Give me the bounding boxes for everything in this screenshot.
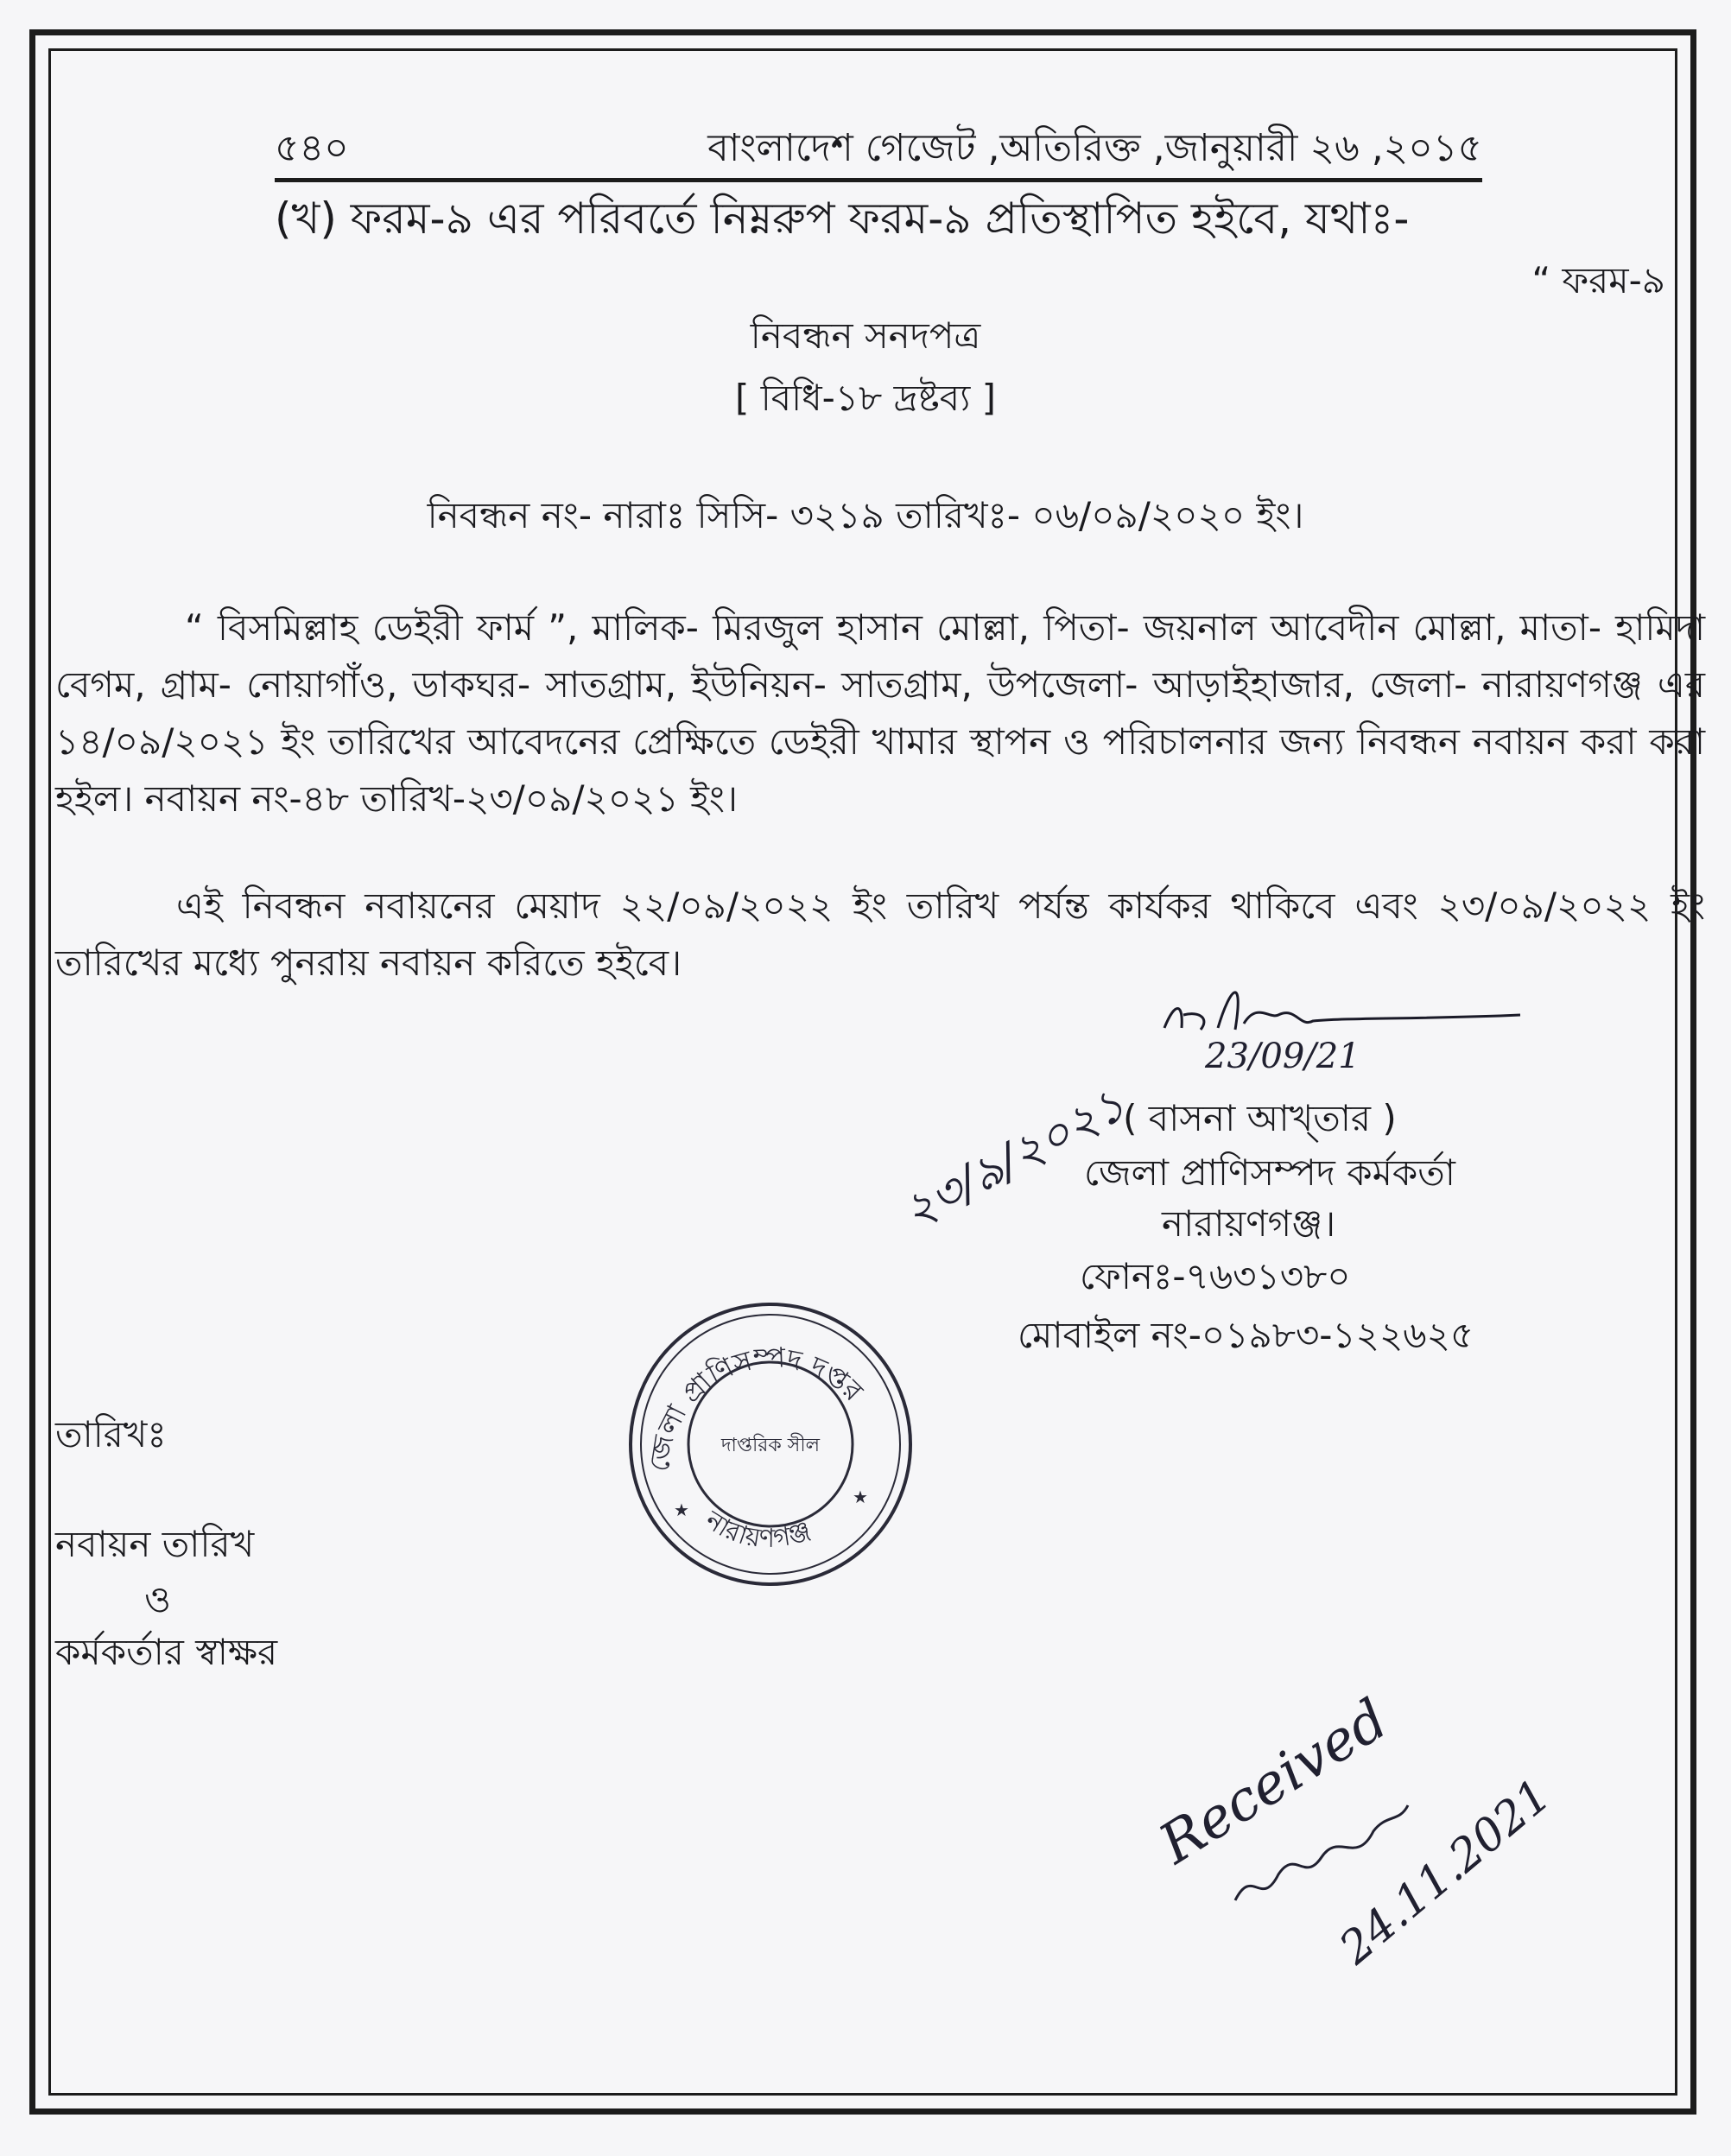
- signatory-mobile: মোবাইল নং-০১৯৮৩-১২২৬২৫: [1018, 1314, 1474, 1356]
- received-label: Received: [1149, 1687, 1399, 1877]
- official-seal: [626, 1300, 915, 1588]
- signatory-name: ( বাসনা আখ্তার ): [1123, 1097, 1397, 1139]
- body-paragraph-2: এই নিবন্ধন নবায়নের মেয়াদ ২২/০৯/২০২২ ইং তারিখ পর্যন্ত কার্যকর থাকিবে এবং ২৩/০৯/২০২২ ইং তারিখের মধ্যে পুনরায় নবায়ন করিতে হইবে।: [55, 885, 1705, 984]
- signature-date: 23/09/21: [1205, 1037, 1360, 1076]
- page-number: ৫৪০: [275, 126, 349, 170]
- signatory-district: নারায়ণগঞ্জ।: [1162, 1202, 1336, 1245]
- seal-star-icon: ★: [853, 1487, 868, 1507]
- signatory-phone: ফোনঃ-৭৬৩১৩৮০: [1080, 1255, 1351, 1297]
- seal-outer-text: জেলা প্রাণিসম্পদ দপ্তর: [642, 1341, 870, 1474]
- seal-bottom-text: নারায়ণগঞ্জ: [700, 1505, 815, 1554]
- gazette-header: [275, 126, 1482, 182]
- rule-reference: [ বিধি-১৮ দ্রষ্টব্য ]: [734, 377, 997, 419]
- certificate-title: নিবন্ধন সনদপত্র: [750, 314, 981, 357]
- seal-inner-text: দাপ্তরিক সীল: [720, 1435, 821, 1456]
- subheading: (খ) ফরম-৯ এর পরিবর্তে নিম্নরুপ ফরম-৯ প্রতিস্থাপিত হইবে, যথাঃ-: [275, 193, 1410, 244]
- seal-star-icon: ★: [674, 1500, 689, 1520]
- gazette-title: বাংলাদেশ গেজেট ,অতিরিক্ত ,জানুয়ারী ২৬ ,২০১৫: [707, 126, 1482, 170]
- renewal-date-label: নবায়ন তারিখ: [55, 1523, 255, 1565]
- body-paragraph-1: “ বিসমিল্লাহ ডেইরী ফার্ম ”, মালিক- মিরজুল হাসান মোল্লা, পিতা- জয়নাল আবেদীন মোল্লা, মাতা- হামিদা বেগম, গ্রাম- নোয়াগাঁও, ডাকঘর- সাতগ্রাম, ইউনিয়ন- সাতগ্রাম, উপজেলা- আড়াইহাজার, জেলা- নারায়ণগঞ্জ এর ১৪/০৯/২০২১ ইং তারিখের আবেদনের প্রেক্ষিতে ডেইরী খামার স্থাপন ও পরিচালনার জন্য নিবন্ধন নবায়ন করা করা হইল। নবায়ন নং-৪৮ তারিখ-২৩/০৯/২০২১ ইং।: [55, 606, 1705, 820]
- and-label: ও: [144, 1578, 171, 1620]
- handwritten-date-note: ২৩/৯/২০২১: [893, 1076, 1135, 1240]
- svg-text:নারায়ণগঞ্জ: [699, 1505, 815, 1554]
- date-label: তারিখঃ: [55, 1413, 167, 1455]
- registration-line: নিবন্ধন নং- নারাঃ সিসি- ৩২১৯ তারিখঃ- ০৬/০৯/২০২০ ইং।: [427, 494, 1304, 536]
- received-date: 24.11.2021: [1330, 1769, 1561, 1975]
- form-label: “ ফরম-৯: [1531, 259, 1665, 301]
- signatory-designation: জেলা প্রাণিসম্পদ কর্মকর্তা: [1084, 1151, 1455, 1194]
- officer-signature-label: কর্মকর্তার স্বাক্ষর: [55, 1631, 278, 1673]
